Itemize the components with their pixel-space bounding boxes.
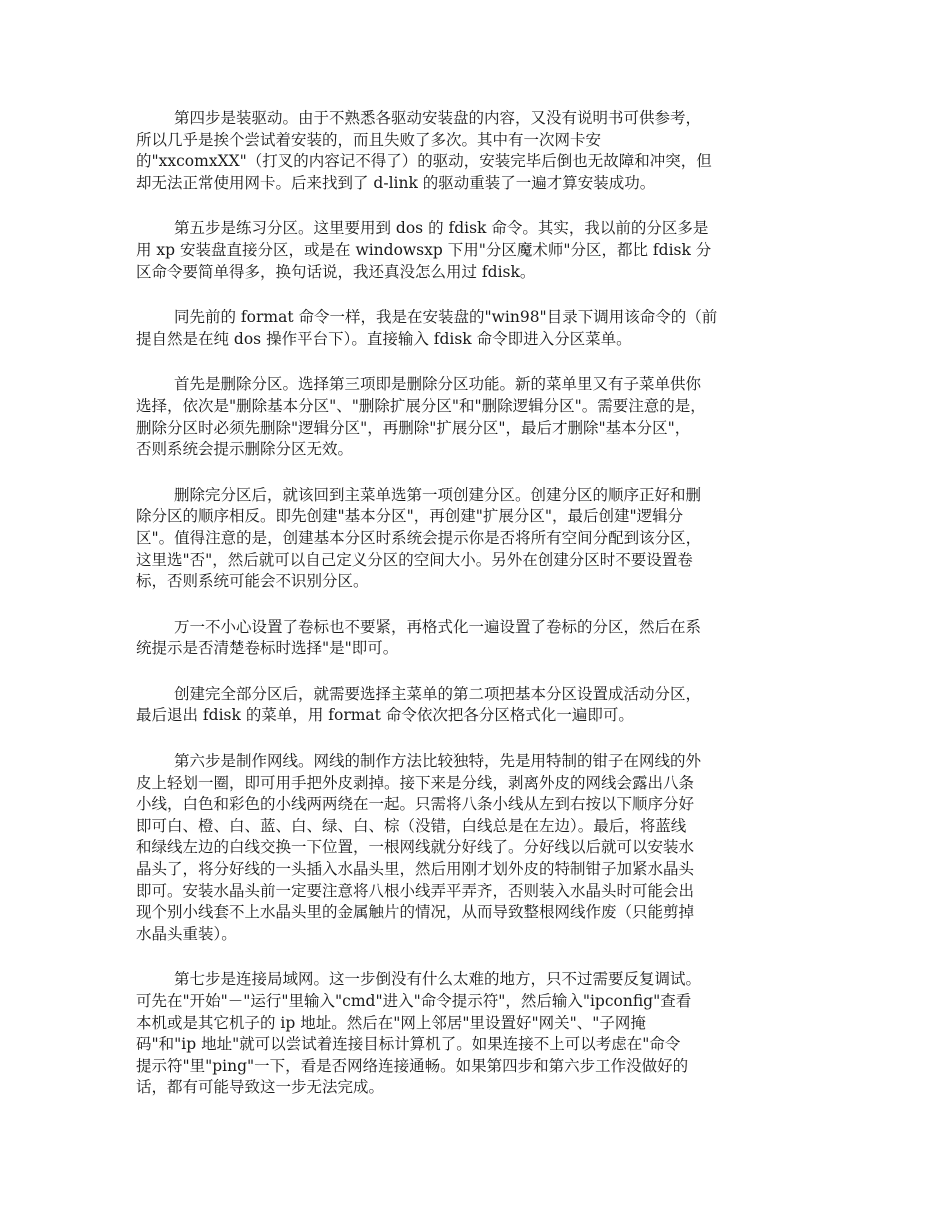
- text-line: 除分区的顺序相反。即先创建"基本分区"，再创建"扩展分区"，最后创建"逻辑分: [136, 507, 684, 526]
- text-line: 话，都有可能导致这一步无法完成。: [136, 1078, 385, 1097]
- text-line: 所以几乎是挨个尝试着安装的，而且失败了多次。其中有一次网卡安: [136, 130, 602, 149]
- document-body: [136, 108, 826, 1123]
- text-line: 晶头了，将分好线的一头插入水晶头里，然后用刚才划外皮的特制钳子加紧水晶头: [136, 860, 695, 879]
- paragraph: [136, 751, 826, 945]
- text-line: 第五步是练习分区。这里要用到 dos 的 fdisk 命令。其实，我以前的分区多是: [174, 219, 709, 238]
- paragraph: [136, 374, 826, 460]
- text-line: 现个别小线套不上水晶头里的金属触片的情况，从而导致整根网线作废（只能剪掉: [136, 903, 695, 922]
- text-line: 水晶头重装）。: [136, 924, 237, 943]
- paragraph: [136, 108, 826, 194]
- text-line: 统提示是否清楚卷标时选择"是"即可。: [136, 639, 399, 658]
- text-line: 同先前的 format 命令一样，我是在安装盘的"win98"目录下调用该命令的（前: [174, 308, 718, 327]
- text-line: 却无法正常使用网卡。后来找到了 d-link 的驱动重装了一遍才算安装成功。: [136, 173, 656, 192]
- text-line: 万一不小心设置了卷标也不要紧，再格式化一遍设置了卷标的分区，然后在系: [174, 617, 702, 636]
- text-line: 最后退出 fdisk 的菜单，用 format 命令依次把各分区格式化一遍即可。: [136, 706, 634, 725]
- text-line: 选择，依次是"删除基本分区"、"删除扩展分区"和"删除逻辑分区"。需要注意的是，: [136, 396, 706, 415]
- text-line: 的"xxcomxXX"（打叉的内容记不得了）的驱动，安装完毕后倒也无故障和冲突，但: [136, 152, 712, 171]
- text-line: 提示符"里"ping"一下，看是否网络连接通畅。如果第四步和第六步工作没做好的: [136, 1056, 689, 1075]
- text-line: 删除分区时必须先删除"逻辑分区"，再删除"扩展分区"，最后才删除"基本分区"，: [136, 418, 691, 437]
- text-line: 小线，白色和彩色的小线两两绕在一起。只需将八条小线从左到右按以下顺序分好: [136, 795, 695, 814]
- text-line: 即可白、橙、白、蓝、白、绿、白、棕（没错，白线总是在左边）。最后，将蓝线: [136, 816, 687, 835]
- text-line: 和绿线左边的白线交换一下位置，一根网线就分好线了。分好线以后就可以安装水: [136, 838, 695, 857]
- text-line: 标，否则系统可能会不识别分区。: [136, 572, 369, 591]
- text-line: 这里选"否"，然后就可以自己定义分区的空间大小。另外在创建分区时不要设置卷: [136, 550, 693, 569]
- text-line: 区命令要简单得多，换句话说，我还真没怎么用过 fdisk。: [136, 262, 536, 281]
- paragraph: [136, 969, 826, 1099]
- paragraph: [136, 218, 826, 283]
- text-line: 第六步是制作网线。网线的制作方法比较独特，先是用特制的钳子在网线的外: [174, 752, 702, 771]
- paragraph: [136, 485, 826, 593]
- text-line: 创建完全部分区后，就需要选择主菜单的第二项把基本分区设置成活动分区，: [174, 684, 702, 703]
- text-line: 区"。值得注意的是，创建基本分区时系统会提示你是否将所有空间分配到该分区，: [136, 528, 702, 547]
- text-line: 皮上轻划一圈，即可用手把外皮剥掉。接下来是分线，剥离外皮的网线会露出八条: [136, 773, 695, 792]
- text-line: 提自然是在纯 dos 操作平台下）。直接输入 fdisk 命令即进入分区菜单。: [136, 329, 632, 348]
- text-line: 码"和"ip 地址"就可以尝试着连接目标计算机了。如果连接不上可以考虑在"命令: [136, 1035, 681, 1054]
- text-line: 删除完分区后，就该回到主菜单选第一项创建分区。创建分区的顺序正好和删: [174, 485, 702, 504]
- paragraph: [136, 617, 826, 660]
- text-line: 即可。安装水晶头前一定要注意将八根小线弄平弄齐，否则装入水晶头时可能会出: [136, 881, 695, 900]
- text-line: 可先在"开始"－"运行"里输入"cmd"进入"命令提示符"，然后输入"ipconfig"查看: [136, 992, 692, 1010]
- text-line: 本机或是其它机子的 ip 地址。然后在"网上邻居"里设置好"网关"、"子网掩: [136, 1013, 646, 1032]
- text-line: 第七步是连接局域网。这一步倒没有什么太难的地方，只不过需要反复调试。: [174, 970, 702, 989]
- paragraph: [136, 307, 826, 350]
- paragraph: [136, 684, 826, 727]
- text-line: 第四步是装驱动。由于不熟悉各驱动安装盘的内容，又没有说明书可供参考，: [174, 109, 702, 127]
- text-line: 首先是删除分区。选择第三项即是删除分区功能。新的菜单里又有子菜单供你: [174, 375, 702, 394]
- text-line: 用 xp 安装盘直接分区，或是在 windowsxp 下用"分区魔术师"分区，都比 fdisk 分: [136, 240, 712, 259]
- text-line: 否则系统会提示删除分区无效。: [136, 440, 354, 459]
